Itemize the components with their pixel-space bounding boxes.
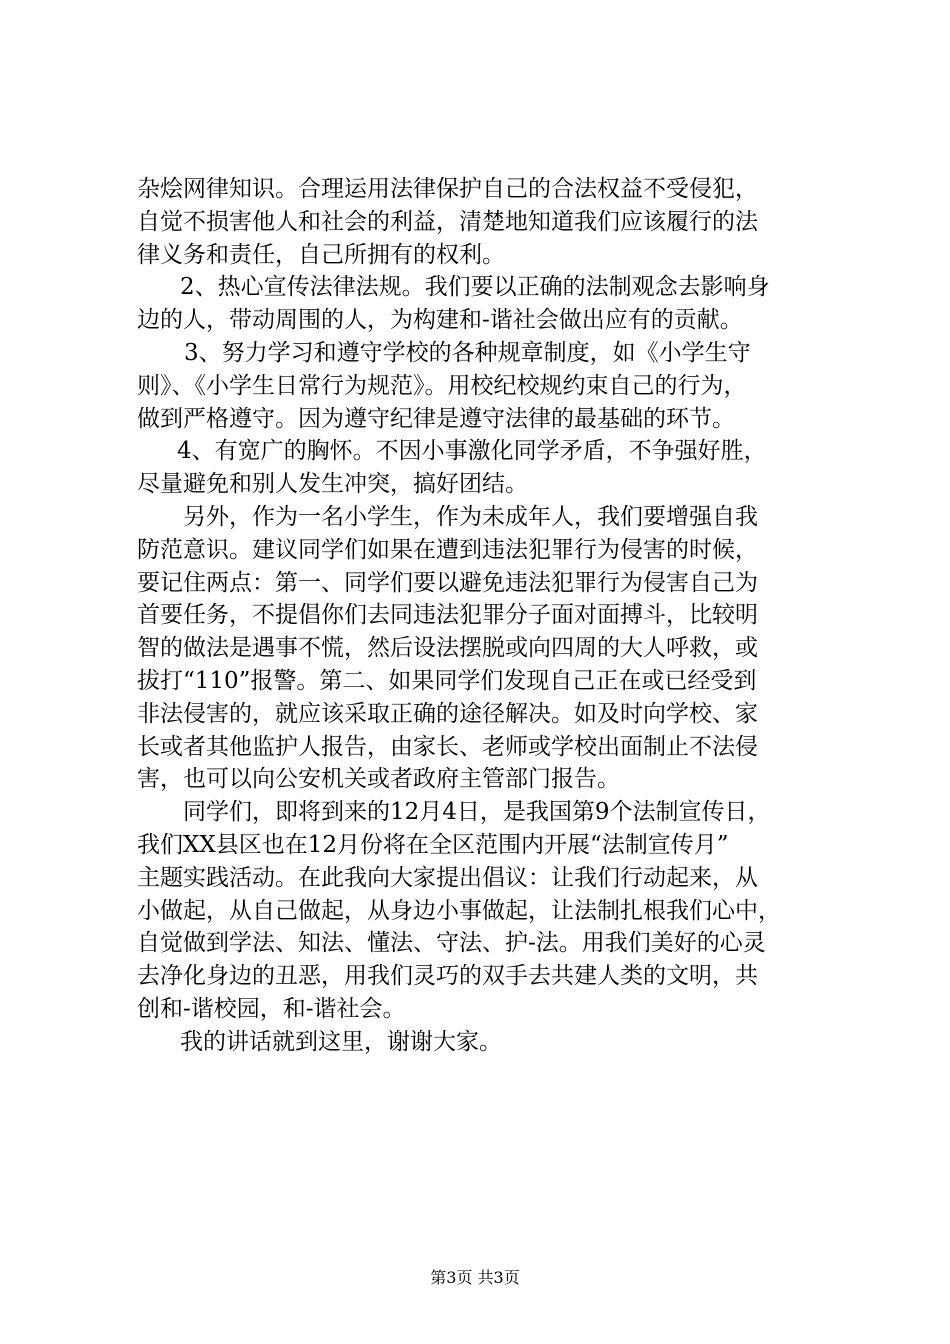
text-line: 拔打“110”报警。第二、如果同学们发现自己正在或已经受到 [137, 667, 757, 694]
text-line: 同学们，即将到来的12月4日，是我国第9个法制宣传日， [183, 799, 771, 826]
text-line: 防范意识。建议同学们如果在遭到违法犯罪行为侵害的时候， [137, 536, 758, 563]
text-line: 自觉做到学法、知法、懂法、守法、护-法。用我们美好的心灵 [137, 930, 766, 957]
text-line: 另外，作为一名小学生，作为未成年人，我们要增强自我 [183, 503, 758, 530]
text-line: 则》、《小学生日常行为规范》。用校纪校规约束自己的行为， [137, 372, 747, 399]
text-line: 主题实践活动。在此我向大家提出倡议：让我们行动起来，从 [137, 864, 758, 891]
text-line: 4、有宽广的胸怀。不因小事激化同学矛盾，不争强好胜， [177, 438, 767, 465]
text-line: 去净化身边的丑恶，用我们灵巧的双手去共建人类的文明，共 [137, 963, 758, 990]
text-line: 3、努力学习和遵守学校的各种规章制度，如《小学生守 [184, 339, 751, 366]
text-line: 我们XX县区也在12月份将在全区范围内开展“法制宣传月” [137, 831, 729, 858]
text-line: 智的做法是遇事不慌，然后设法摆脱或向四周的大人呼救，或 [137, 635, 758, 662]
text-line: 杂烩网律知识。合理运用法律保护自己的合法权益不受侵犯， [137, 176, 758, 202]
text-line: 首要任务，不提倡你们去同违法犯罪分子面对面搏斗，比较明 [137, 602, 758, 629]
text-line: 非法侵害的，就应该采取正确的途径解决。如及时向学校、家 [137, 700, 758, 727]
text-line: 2、热心宣传法律法规。我们要以正确的法制观念去影响身 [180, 274, 770, 301]
page-footer: 第3页 共3页 [430, 1268, 520, 1287]
text-line: 尽量避免和别人发生冲突，搞好团结。 [137, 471, 528, 498]
text-line: 自觉不损害他人和社会的利益，清楚地知道我们应该履行的法 [137, 208, 758, 235]
text-line: 小做起，从自己做起，从身边小事做起，让法制扎根我们心中， [137, 897, 781, 924]
text-line: 害，也可以向公安机关或者政府主管部门报告。 [137, 766, 620, 793]
text-line: 做到严格遵守。因为遵守纪律是遵守法律的最基础的环节。 [137, 405, 735, 432]
document-body [137, 173, 837, 1059]
text-line: 边的人，带动周围的人，为构建和-谐社会做出应有的贡献。 [137, 307, 743, 334]
text-line: 要记住两点：第一、同学们要以避免违法犯罪行为侵害自己为 [137, 569, 758, 596]
text-line: 创和-谐校园，和-谐社会。 [137, 995, 406, 1022]
text-line: 我的讲话就到这里，谢谢大家。 [180, 1028, 502, 1055]
text-line: 律义务和责任，自己所拥有的权利。 [137, 241, 505, 268]
text-line: 长或者其他监护人报告，由家长、老师或学校出面制止不法侵 [137, 733, 758, 760]
